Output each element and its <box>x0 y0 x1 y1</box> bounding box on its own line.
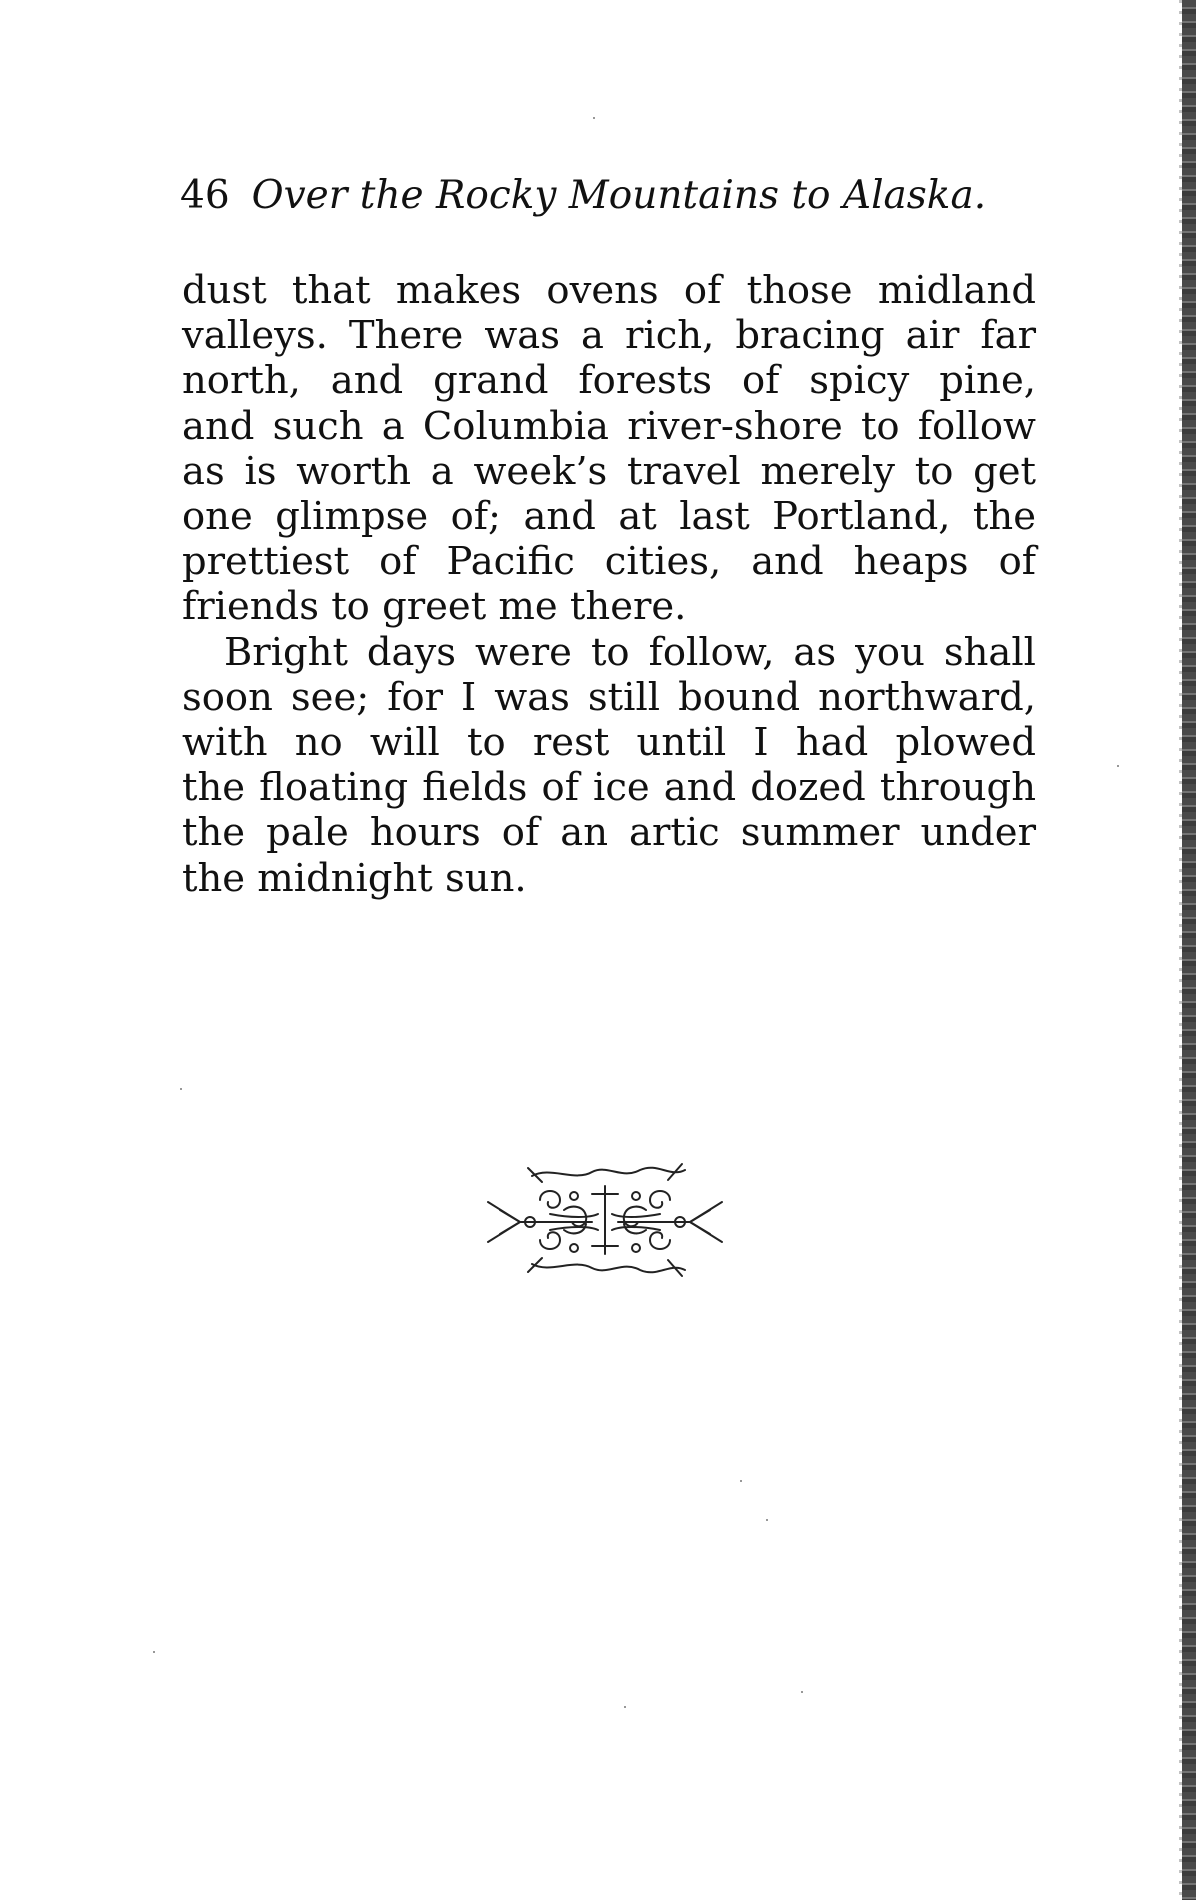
body-text <box>182 268 1036 901</box>
text-line: prettiest of Pacific cities, and heaps of <box>182 539 1036 585</box>
page-number: 46 <box>180 173 230 218</box>
text-line: as is worth a week’s travel merely to get <box>182 448 1036 494</box>
decorative-tailpiece-icon <box>480 1160 730 1280</box>
scan-speck <box>1117 765 1119 767</box>
text-line: and such a Columbia river-shore to follow <box>182 403 1036 449</box>
text-line: valleys. There was a rich, bracing air far <box>182 313 1036 359</box>
scan-speck <box>624 1706 626 1708</box>
scan-speck <box>593 117 595 119</box>
text-line: the pale hours of an artic summer under <box>182 810 1036 856</box>
running-header <box>180 172 1040 220</box>
scan-speck <box>801 1691 803 1693</box>
scan-speck <box>766 1519 768 1521</box>
text-line: the floating fields of ice and dozed through <box>182 765 1036 811</box>
scan-speck <box>153 1651 155 1653</box>
text-line: the midnight sun. <box>182 855 527 901</box>
running-title: Over the Rocky Mountains to Alaska. <box>251 173 987 218</box>
text-line: one glimpse of; and at last Portland, the <box>182 494 1036 540</box>
text-line: with no will to rest until I had plowed <box>182 720 1036 766</box>
page-edge-shadow <box>1182 0 1196 1900</box>
scan-speck <box>740 1480 742 1482</box>
text-line: dust that makes ovens of those midland <box>182 268 1036 313</box>
text-line: north, and grand forests of spicy pine, <box>182 358 1036 404</box>
text-line: soon see; for I was still bound northward, <box>182 674 1036 720</box>
text-line: friends to greet me there. <box>182 584 687 630</box>
text-line: Bright days were to follow, as you shall <box>224 629 1036 675</box>
page-edge-texture <box>1179 0 1182 1900</box>
scan-speck <box>180 1088 182 1090</box>
